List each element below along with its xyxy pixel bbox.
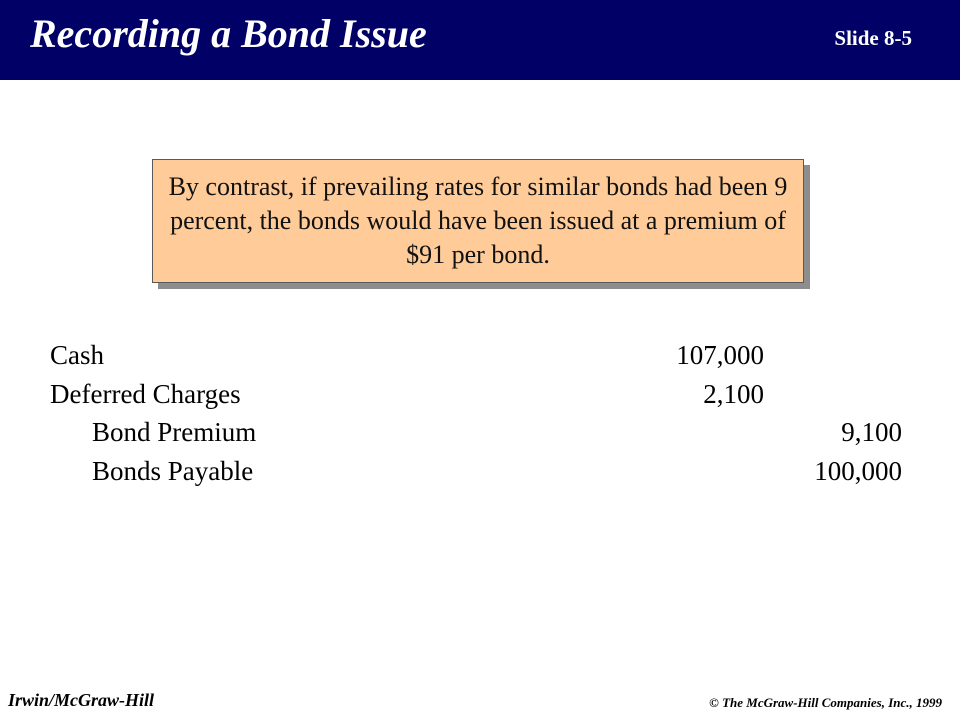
slide-title: Recording a Bond Issue	[30, 11, 427, 56]
copyright-footer: © The McGraw-Hill Companies, Inc., 1999	[709, 695, 942, 710]
title-bar	[0, 0, 960, 80]
slide-number: Slide 8-5	[834, 26, 912, 50]
callout-text: By contrast, if prevailing rates for similar bonds had been 9 percent, the bonds would have been issued at a premium of $91 per bond.	[168, 172, 788, 269]
debit-amount: 2,100	[703, 378, 764, 409]
account-name: Deferred Charges	[50, 378, 241, 409]
credit-amount: 9,100	[841, 417, 902, 447]
account-name: Bonds Payable	[92, 455, 254, 486]
account-name: Cash	[50, 340, 104, 370]
journal-row-deferred-charges	[0, 379, 960, 418]
journal-row-bonds-payable	[0, 456, 960, 495]
journal-row-cash	[0, 340, 960, 379]
publisher-footer: Irwin/McGraw-Hill	[8, 690, 155, 710]
credit-amount: 100,000	[814, 455, 902, 486]
account-name: Bond Premium	[92, 417, 257, 447]
callout-box	[152, 159, 804, 283]
journal-row-bond-premium	[0, 417, 960, 456]
journal-entry	[0, 340, 960, 494]
debit-amount: 107,000	[676, 340, 764, 370]
